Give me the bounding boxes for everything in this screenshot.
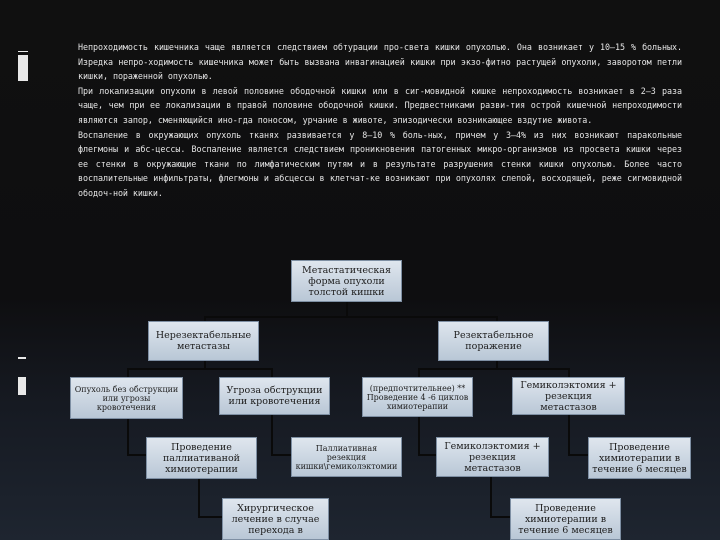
node-hemicolectomy-resection-top: Гемиколэктомия + резекция метастазов xyxy=(512,377,625,415)
connector xyxy=(271,414,273,456)
node-palliative-chemo: Проведение паллиативаной химиотерапии xyxy=(146,437,257,479)
paragraph-obstruction: Непроходимость кишечника чаще является следствием обтурации про-света кишки опухолью. Она возникает у 10–15 % больных. Изредка непро-ходимость кишечника может быть вызвана инвагинацией кишки при экзо-фитно растущей опухоли, заворотом петли кишки, пораженной опухолью. xyxy=(78,42,682,82)
node-surgery-in-case: Хирургическое лечение в случае перехода в xyxy=(222,498,329,540)
node-root: Метастатическая форма опухоли толстой кишки xyxy=(291,260,402,302)
connector xyxy=(418,454,436,456)
connector xyxy=(204,316,498,318)
decor-bar xyxy=(18,377,26,395)
node-tumor-no-obstruction: Опухоль без обструкции или угрозы кровотечения xyxy=(70,377,183,419)
decor-bar xyxy=(18,51,28,52)
connector xyxy=(418,368,570,370)
node-obstruction-threat: Угроза обструкции или кровотечения xyxy=(219,377,330,415)
connector xyxy=(127,418,129,456)
connector xyxy=(418,416,420,456)
connector xyxy=(271,454,291,456)
decor-bar xyxy=(18,357,26,359)
connector xyxy=(568,454,590,456)
node-resectable-lesion: Резектабельное поражение xyxy=(438,321,549,361)
slide-text xyxy=(78,40,682,201)
node-chemo-cycles: (предпочтительнее) ** Проведение 4 -6 циклов химиотерапии xyxy=(362,377,473,417)
connector xyxy=(198,516,222,518)
connector xyxy=(198,478,200,518)
connector xyxy=(127,368,273,370)
connector xyxy=(490,476,492,518)
node-palliative-resection: Паллиативная резекция кишки\гемиколэктомии xyxy=(291,437,402,477)
node-hemicolectomy-resection: Гемиколэктомия + резекция метастазов xyxy=(436,437,549,477)
paragraph-inflammation: Воспаление в окружающих опухоль тканях развивается у 8–10 % боль-ных, причем у 3–4% из них возникают паракольные флегмоны и абс-цессы. Воспаление является следствием проникновения патогенных микро-организмов из просвета кишки через ее стенки в окружающие ткани по лимфатическим путям и в результате разрушения стенки кишки опухолью. Более часто воспалительные инфильтраты, флегмоны и абсцессы в клетчат-ке возникают при опухолях слепой, восходящей, реже сигмовидной ободоч-ной кишки. xyxy=(78,129,682,198)
decor-bar xyxy=(18,55,28,81)
node-chemo-six-months-bottom: Проведение химиотерапии в течение 6 месяцев xyxy=(510,498,621,540)
connector xyxy=(127,454,147,456)
node-chemo-six-months-right: Проведение химиотерапии в течение 6 месяцев xyxy=(588,437,691,479)
connector xyxy=(568,414,570,456)
node-unresectable-metastases: Нерезектабельные метастазы xyxy=(148,321,259,361)
paragraph-localization: При локализации опухоли в левой половине ободочной кишки или в сиг-мовидной кишке непроходимость возникает в 2—3 раза чаще, чем при ее локализации в правой половине ободочной кишки. Предвестниками разви-тия острой кишечной непроходимости являются запор, сменяющийся ино-гда поносом, урчание в животе, эпизодически возникающее вздутие живота. xyxy=(78,85,682,125)
connector xyxy=(490,516,510,518)
